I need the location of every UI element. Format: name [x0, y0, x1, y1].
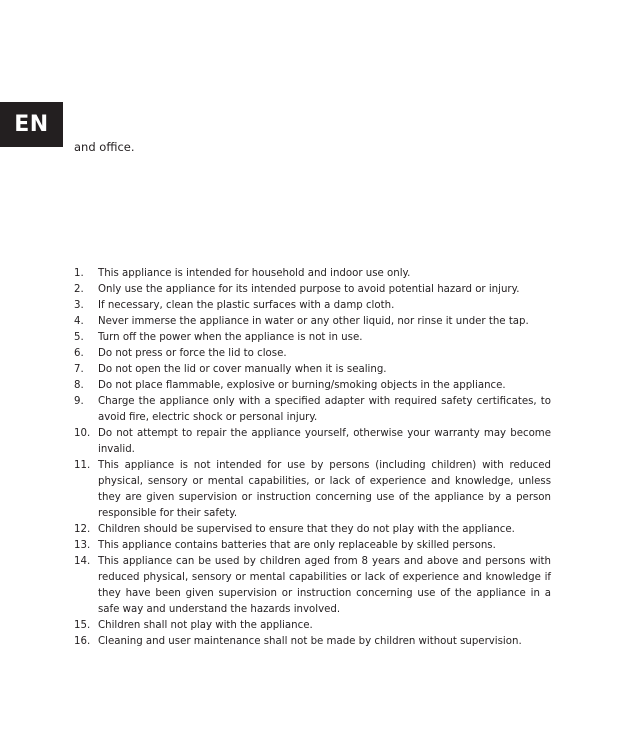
item-number: 10.	[74, 428, 91, 439]
item-text: Children shall not play with the appliance.	[98, 620, 313, 631]
list-item	[74, 282, 551, 298]
item-text: If necessary, clean the plastic surfaces with a damp cloth.	[98, 300, 395, 311]
item-number: 16.	[74, 636, 91, 647]
list-item	[74, 346, 551, 362]
item-number: 11.	[74, 460, 91, 471]
item-number: 2.	[74, 284, 84, 295]
item-text: Do not place flammable, explosive or burning/smoking objects in the appliance.	[98, 380, 506, 391]
item-number: 8.	[74, 380, 84, 391]
item-text: Cleaning and user maintenance shall not be made by children without supervision.	[98, 636, 522, 647]
list-item	[74, 538, 551, 554]
item-text: Do not open the lid or cover manually when it is sealing.	[98, 364, 387, 375]
item-number: 4.	[74, 316, 84, 327]
list-item	[74, 266, 551, 282]
item-text: This appliance can be used by children aged from 8 years and above and persons with reduced physical, sensory or mental capabilities or lack of experience and knowledge if they have been given supervision or instruction concerning use of the appliance in a safe way and understand the hazards involved.	[98, 556, 551, 615]
item-text: Never immerse the appliance in water or any other liquid, nor rinse it under the tap.	[98, 316, 529, 327]
item-text: Do not press or force the lid to close.	[98, 348, 287, 359]
intro-text: and office.	[74, 140, 135, 154]
item-text: Children should be supervised to ensure that they do not play with the appliance.	[98, 524, 515, 535]
language-tab: EN	[0, 102, 63, 147]
item-text: This appliance contains batteries that are only replaceable by skilled persons.	[98, 540, 496, 551]
safety-instructions-list	[74, 266, 551, 650]
item-number: 7.	[74, 364, 84, 375]
item-number: 3.	[74, 300, 84, 311]
list-item	[74, 554, 551, 618]
item-text: This appliance is not intended for use by persons (including children) with reduced physical, sensory or mental capabilities, or lack of experience and knowledge, unless they are given supervision or instruction concerning use of the appliance by a person responsible for their safety.	[98, 460, 551, 519]
item-number: 14.	[74, 556, 91, 567]
list-item	[74, 426, 551, 458]
list-item	[74, 618, 551, 634]
item-text: Only use the appliance for its intended purpose to avoid potential hazard or injury.	[98, 284, 520, 295]
list-item	[74, 522, 551, 538]
list-item	[74, 314, 551, 330]
item-text: Charge the appliance only with a specified adapter with required safety certificates, to avoid fire, electric shock or personal injury.	[98, 396, 551, 423]
item-number: 5.	[74, 332, 84, 343]
item-text: Do not attempt to repair the appliance yourself, otherwise your warranty may become invalid.	[98, 428, 551, 455]
item-number: 13.	[74, 540, 91, 551]
item-number: 9.	[74, 396, 84, 407]
item-text: This appliance is intended for household and indoor use only.	[98, 268, 411, 279]
item-text: Turn off the power when the appliance is not in use.	[98, 332, 363, 343]
list-item	[74, 378, 551, 394]
list-item	[74, 362, 551, 378]
list-item	[74, 458, 551, 522]
list-item	[74, 298, 551, 314]
item-number: 1.	[74, 268, 84, 279]
item-number: 12.	[74, 524, 91, 535]
list-item	[74, 634, 551, 650]
item-number: 15.	[74, 620, 91, 631]
list-item	[74, 330, 551, 346]
item-number: 6.	[74, 348, 84, 359]
list-item	[74, 394, 551, 426]
